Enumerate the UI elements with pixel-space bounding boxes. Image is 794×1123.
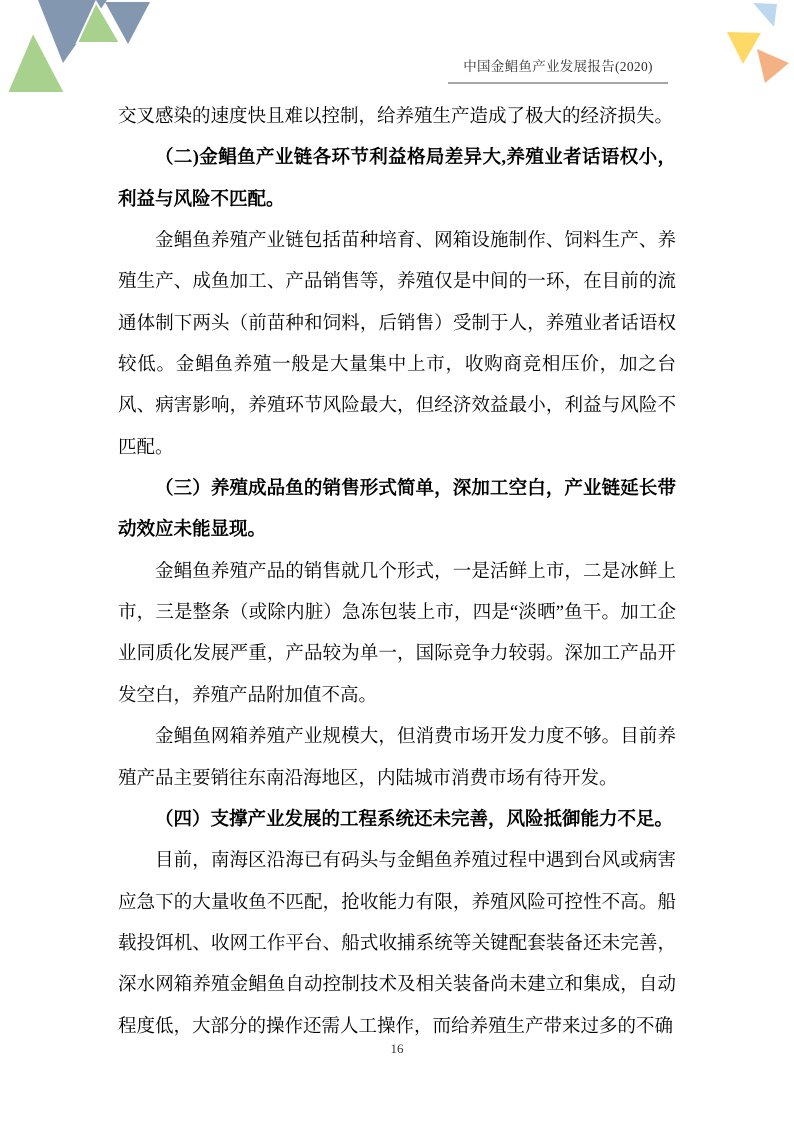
document-body [118, 97, 676, 1048]
triangle-yellow-icon [727, 32, 761, 64]
paragraph-sales-forms: 金鲳鱼养殖产品的销售就几个形式，一是活鲜上市，二是冰鲜上市，三是整条（或除内脏）急冻包装上市，四是“淡晒”鱼干。加工企业同质化发展严重，产品较为单一，国际竞争力较弱。深加工产品开发空白，养殖产品附加值不高。 [118, 561, 676, 706]
triangle-orange-icon [757, 49, 789, 83]
triangle-lightblue-icon [753, 3, 777, 27]
report-title: 中国金鲳鱼产业发展报告(2020) [463, 59, 653, 74]
paragraph-engineering-systems: 目前，南海区沿海已有码头与金鲳鱼养殖过程中遇到台风或病害应急下的大量收鱼不匹配，抢收能力有限，养殖风险可控性不高。船载投饵机、收网工作平台、船式收捕系统等关键配套装备还未完善，深水网箱养殖金鲳鱼自动控制技术及相关装备尚未建立和集成，自动程度低，大部分的操作还需人工操作，而给养殖生产带来过多的不确 [118, 851, 676, 1037]
triangle-decoration-top-left-icon [0, 0, 160, 110]
section-heading-4: （四）支撑产业发展的工程系统还未完善，风险抵御能力不足。 [155, 809, 674, 830]
header-divider [448, 82, 668, 84]
paragraph-industry-chain: 金鲳鱼养殖产业链包括苗种培育、网箱设施制作、饲料生产、养殖生产、成鱼加工、产品销售等，养殖仅是中间的一环，在目前的流通体制下两头（前苗种和饲料，后销售）受制于人，养殖业者话语权较低。金鲳鱼养殖一般是大量集中上市，收购商竞相压价，加之台风、病害影响，养殖环节风险最大，但经济效益最小，利益与风险不匹配。 [118, 231, 676, 458]
section-heading-3: （三）养殖成品鱼的销售形式简单，深加工空白，产业链延长带动效应未能显现。 [118, 479, 676, 541]
triangle-decoration-top-right-icon [700, 0, 794, 100]
paragraph-market-development: 金鲳鱼网箱养殖产业规模大，但消费市场开发力度不够。目前养殖产品主要销往东南沿海地区，内陆城市消费市场有待开发。 [118, 727, 676, 789]
page-number: 16 [390, 1041, 404, 1056]
paragraph-continuation: 交叉感染的速度快且难以控制，给养殖生产造成了极大的经济损失。 [118, 107, 674, 127]
section-heading-2: （二)金鲳鱼产业链各环节利益格局差异大,养殖业者话语权小，利益与风险不匹配。 [118, 148, 676, 210]
